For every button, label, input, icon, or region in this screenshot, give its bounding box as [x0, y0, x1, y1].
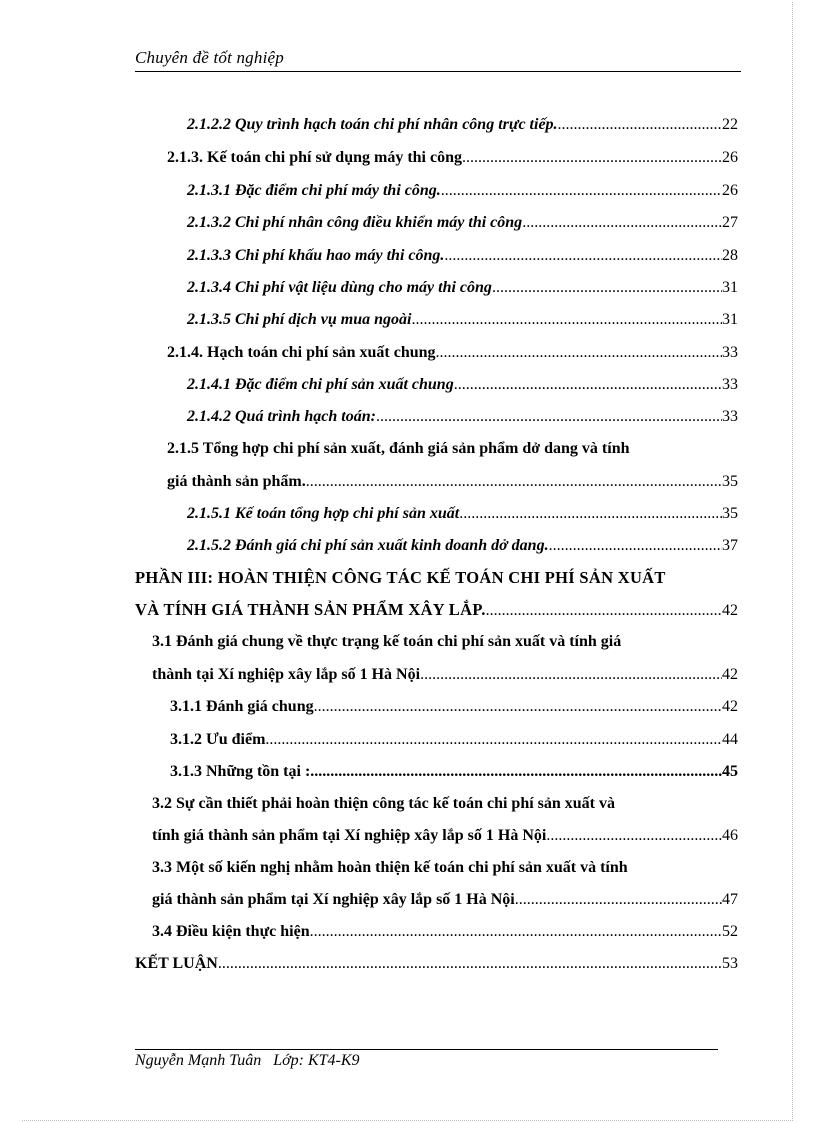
leader-dots	[549, 534, 722, 558]
toc-entry[interactable]	[167, 146, 738, 170]
toc-entry-line1[interactable]: 2.1.5 Tổng hợp chi phí sản xuất, đánh giá sản phẩm dở dang và tính	[167, 440, 630, 457]
leader-dots	[459, 502, 722, 526]
toc-entry[interactable]	[152, 888, 738, 912]
toc-entry-text: VÀ TÍNH GIÁ THÀNH SẢN PHẨM XÂY LẮP.	[135, 600, 486, 619]
page-footer	[135, 1052, 360, 1070]
toc-page-number: 26	[722, 149, 738, 166]
toc-page-number: 31	[722, 279, 738, 296]
toc-entry[interactable]	[135, 952, 738, 976]
toc-entry-text: 2.1.5.1 Kế toán tổng hợp chi phí sản xuất	[187, 505, 460, 522]
toc-page-number: 33	[722, 376, 738, 393]
toc-entry[interactable]	[152, 824, 738, 848]
toc-page-number: 33	[722, 344, 738, 361]
footer-author: Nguyễn Mạnh Tuân	[135, 1052, 262, 1069]
page-header-title: Chuyên đề tốt nghiệp	[135, 48, 284, 67]
toc-entry[interactable]	[152, 663, 738, 687]
toc-entry[interactable]	[187, 534, 738, 558]
toc-entry-text: 2.1.4.1 Đặc điểm chi phí sản xuất chung	[187, 376, 454, 393]
toc-entry-text: 2.1.3.1 Đặc điểm chi phí máy thi công.	[187, 182, 441, 199]
toc-entry-text: 3.1.2 Ưu điểm	[170, 731, 266, 748]
leader-dots	[310, 920, 722, 944]
leader-dots	[486, 599, 722, 623]
leader-dots	[492, 276, 722, 300]
toc-page-number: 37	[722, 537, 738, 554]
toc-part-line1[interactable]: PHẦN III: HOÀN THIỆN CÔNG TÁC KẾ TOÁN CHI PHÍ SẢN XUẤT	[135, 568, 666, 587]
toc-page-number: 53	[722, 955, 738, 972]
toc-entry-text: 3.1.1 Đánh giá chung	[170, 698, 314, 715]
toc-page-number: 52	[722, 923, 738, 940]
toc-entry-text: 2.1.2.2 Quy trình hạch toán chi phí nhân công trực tiếp.	[187, 116, 558, 133]
leader-dots	[462, 146, 722, 170]
toc-entry-line1[interactable]: 3.3 Một số kiến nghị nhằm hoàn thiện kế toán chi phí sản xuất và tính	[152, 859, 628, 876]
toc-entry-text: 2.1.3.3 Chi phí khấu hao máy thi công.	[187, 247, 445, 264]
toc-entry[interactable]	[187, 405, 738, 429]
leader-dots	[522, 211, 722, 235]
toc-entry-text: 3.1.3 Những tồn tại :	[170, 763, 311, 780]
footer-class: Lớp: KT4-K9	[273, 1052, 360, 1069]
toc-page-number: 42	[722, 698, 738, 715]
leader-dots	[546, 824, 722, 848]
footer-rule	[135, 1049, 718, 1050]
leader-dots	[444, 244, 722, 268]
toc-entry[interactable]	[187, 211, 738, 235]
toc-page-number: 31	[722, 311, 738, 328]
leader-dots	[412, 308, 723, 332]
toc-entry-text: 2.1.4.2 Quá trình hạch toán:	[187, 408, 376, 425]
toc-page-number: 46	[722, 827, 738, 844]
leader-dots	[441, 179, 722, 203]
toc-page-number: 22	[722, 116, 738, 133]
toc-page-number: 42	[722, 602, 738, 619]
toc-entry-text: KẾT LUẬN	[135, 955, 218, 972]
toc-entry-text: tính giá thành sản phẩm tại Xí nghiệp xây lắp số 1 Hà Nội	[152, 827, 547, 844]
toc-page-number: 28	[722, 247, 738, 264]
toc-page-number: 47	[722, 891, 738, 908]
toc-page-number: 45	[722, 763, 738, 780]
leader-dots	[515, 888, 722, 912]
toc-entry[interactable]	[187, 502, 738, 526]
toc-page-number: 26	[722, 182, 738, 199]
toc-entry-text: 2.1.5.2 Đánh giá chi phí sản xuất kinh doanh dở dang.	[187, 537, 549, 554]
toc-page-number: 33	[722, 408, 738, 425]
leader-dots	[265, 728, 722, 752]
toc-page-number: 35	[722, 473, 738, 490]
toc-entry-line1[interactable]: 3.2 Sự cần thiết phải hoàn thiện công tác kế toán chi phí sản xuất và	[152, 795, 616, 812]
toc-entry-text: 2.1.3.4 Chi phí vật liệu dùng cho máy thi công	[187, 279, 492, 296]
toc-entry-text: giá thành sản phẩm.	[167, 473, 306, 490]
toc-entry[interactable]	[170, 760, 738, 784]
leader-dots	[218, 952, 722, 976]
toc-entry-text: 2.1.4. Hạch toán chi phí sản xuất chung	[167, 344, 436, 361]
toc-entry-text: giá thành sản phẩm tại Xí nghiệp xây lắp số 1 Hà Nội	[152, 891, 515, 908]
toc-entry[interactable]	[187, 113, 738, 137]
toc-entry-text: thành tại Xí nghiệp xây lắp số 1 Hà Nội	[152, 666, 421, 683]
leader-dots	[310, 760, 722, 784]
toc-entry-text: 2.1.3.5 Chi phí dịch vụ mua ngoài	[187, 311, 412, 328]
toc-entry-line1[interactable]: 3.1 Đánh giá chung về thực trạng kế toán chi phí sản xuất và tính giá	[152, 633, 622, 650]
toc-entry-text: 2.1.3.2 Chi phí nhân công điều khiển máy thi công	[187, 214, 523, 231]
toc-entry[interactable]	[170, 728, 738, 752]
leader-dots	[314, 695, 722, 719]
toc-entry[interactable]	[187, 179, 738, 203]
toc-entry[interactable]	[170, 695, 738, 719]
toc-entry[interactable]	[135, 598, 738, 622]
toc-entry[interactable]	[187, 244, 738, 268]
toc-entry[interactable]	[167, 341, 738, 365]
toc-entry-text: 3.4 Điều kiện thực hiện	[152, 923, 310, 940]
toc-page-number: 27	[722, 214, 738, 231]
leader-dots	[306, 470, 722, 494]
leader-dots	[376, 405, 722, 429]
toc-page-number: 35	[722, 505, 738, 522]
toc-entry[interactable]	[187, 276, 738, 300]
toc-entry[interactable]	[187, 308, 738, 332]
toc-entry[interactable]	[152, 920, 738, 944]
toc-page-number: 42	[722, 666, 738, 683]
leader-dots	[558, 113, 722, 137]
leader-dots	[420, 663, 722, 687]
leader-dots	[436, 341, 722, 365]
toc-entry[interactable]	[187, 373, 738, 397]
toc-page-number: 44	[722, 731, 738, 748]
leader-dots	[454, 373, 722, 397]
toc-entry[interactable]	[167, 470, 738, 494]
toc-entry-text: 2.1.3. Kế toán chi phí sử dụng máy thi công	[167, 149, 462, 166]
